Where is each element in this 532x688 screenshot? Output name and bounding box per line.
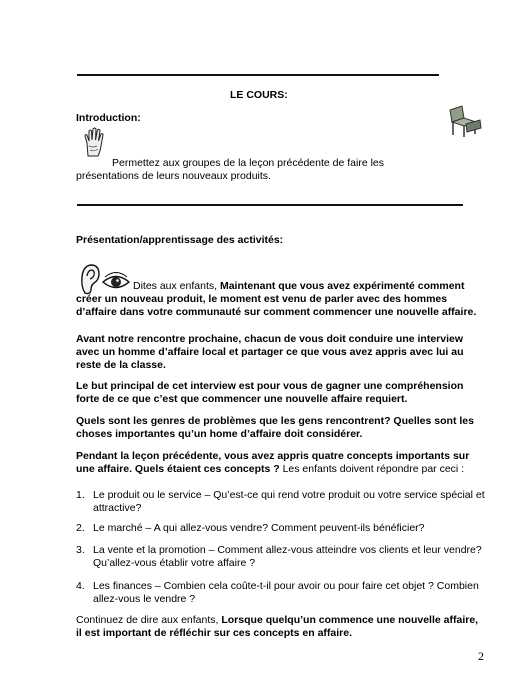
- presentation-para2: Avant notre rencontre prochaine, chacun de vous doit conduire une interview avec un homme d’affaire local et partager ce que vous avez appris avec lui au reste de la classe.: [76, 333, 464, 371]
- presentation-para4: Quels sont les genres de problèmes que les gens rencontrent? Quelles sont les choses importantes qu’un home d’affaire doit considérer.: [76, 415, 474, 440]
- presentation-para5: Pendant la leçon précédente, vous avez appris quatre concepts importants sur une affaire. Quels étaient ces concepts ? Les enfants doivent répondre par ceci :: [76, 450, 470, 475]
- intro-text: Permettez aux groupes de la leçon précédente de faire les présentations de leurs nouveaux produits.: [76, 157, 385, 182]
- presentation-para3: Le but principal de cet interview est pour vous de gagner une compréhension forte de ce que c’est que commencer une nouvelle affaire requiert.: [76, 380, 464, 405]
- top-rule: [77, 74, 439, 76]
- list-item: 1. Le produit ou le service – Qu’est-ce qui rend votre produit ou votre service spécial et attractive?: [76, 489, 485, 514]
- page-heading: LE COURS:: [230, 89, 288, 101]
- list-item: 4. Les finances – Combien cela coûte-t-il pour avoir ou pour faire cet objet ? Combien allez-vous le vendre ?: [76, 580, 479, 605]
- presentation-para1: Dites aux enfants, Maintenant que vous avez expérimenté comment créer un nouveau produit, le moment est venu de parler avec des hommes d’affaire dans votre communauté sur comment commencer une nouvelle affaire.: [76, 280, 477, 318]
- middle-rule: [77, 204, 463, 206]
- page-number: 2: [478, 649, 484, 663]
- list-item: 2. Le marché – A qui allez-vous vendre? Comment peuvent-ils bénéficier?: [76, 522, 425, 534]
- desk-chair-icon: [446, 104, 482, 138]
- list-item: 3. La vente et la promotion – Comment allez-vous atteindre vos clients et leur vendre? Qu’allez-vous établir votre affaire ?: [76, 544, 482, 569]
- intro-label: Introduction:: [76, 112, 141, 124]
- closing-paragraph: Continuez de dire aux enfants, Lorsque quelqu’un commence une nouvelle affaire, il est important de réfléchir sur ces concepts en affaire.: [76, 614, 479, 639]
- presentation-label: Présentation/apprentissage des activités:: [76, 234, 284, 246]
- hand-icon: [82, 126, 110, 158]
